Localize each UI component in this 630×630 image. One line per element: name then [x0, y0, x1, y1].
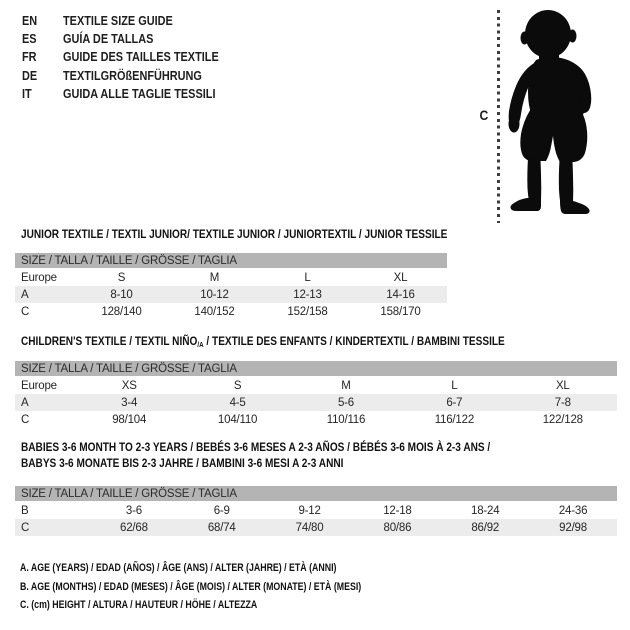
language-code: IT — [22, 86, 32, 102]
cell-value: 6-7 — [400, 394, 508, 411]
cell-value: 104/110 — [217, 413, 258, 426]
baby-silhouette-shape — [509, 10, 592, 214]
cell-value: 62/68 — [90, 519, 178, 536]
cell-value: 68/74 — [178, 519, 266, 536]
children-section-title: CHILDREN'S TEXTILE / TEXTIL $NIÑO_{/A}$ / TEXTILE DES ENFANTS / KINDERTEXTIL / BAMBINI TESSILE — [21, 334, 505, 350]
baby-silhouette-icon — [503, 8, 603, 218]
row-label: C — [21, 413, 30, 426]
language-title: GUIDA ALLE TAGLIE TESSILI — [63, 86, 216, 102]
legend-notes — [20, 559, 447, 615]
cell-value: 14-16 — [354, 286, 447, 303]
cell-value: L — [451, 379, 458, 392]
language-title: GUIDE DES TAILLES TEXTILE — [63, 49, 219, 65]
table-row-age-years — [15, 394, 617, 411]
cell-value: 116/122 — [434, 413, 475, 426]
language-code: EN — [22, 12, 38, 28]
row-label: C — [15, 519, 90, 536]
cell-value: M — [341, 379, 351, 392]
language-code: DE — [22, 67, 38, 83]
cell-value: 140/152 — [194, 305, 235, 318]
table-row-height-cm — [15, 411, 617, 428]
cell-value: XL — [393, 271, 408, 284]
cell-value: L — [304, 271, 311, 284]
cell-value: 122/128 — [542, 413, 583, 426]
cell-value: 8-10 — [75, 286, 168, 303]
cell-value: 9-12 — [298, 504, 321, 517]
height-measure-label: C — [479, 108, 489, 123]
children-size-table — [15, 361, 617, 428]
size-header-label: SIZE / TALLA / TAILLE / GRÖSSE / TAGLIA — [15, 486, 617, 502]
table-row-height-cm — [15, 519, 617, 536]
size-header-row — [15, 253, 447, 269]
language-title: GUÍA DE TALLAS — [63, 31, 154, 47]
cell-value: 4-5 — [183, 394, 291, 411]
cell-value: 12-13 — [261, 286, 354, 303]
row-label: A — [15, 394, 75, 411]
cell-value: 152/158 — [287, 305, 328, 318]
row-label: Europe — [21, 271, 57, 284]
language-title-list — [22, 11, 248, 103]
junior-section-title: JUNIOR TEXTILE / TEXTIL JUNIOR/ TEXTILE JUNIOR / JUNIORTEXTIL / JUNIOR TESSILE — [21, 227, 448, 241]
language-row-it — [22, 85, 248, 103]
cell-value: 92/98 — [529, 519, 617, 536]
note-a: A. AGE (YEARS) / EDAD (AÑOS) / ÂGE (ANS) / ALTER (JAHRE) / ETÀ (ANNI) — [20, 562, 337, 575]
row-label: Europe — [21, 379, 57, 392]
cell-value: 5-6 — [292, 394, 400, 411]
cell-value: S — [233, 379, 242, 392]
cell-value: XS — [121, 379, 137, 392]
table-row-age-months — [15, 502, 617, 520]
cell-value: 128/140 — [101, 305, 142, 318]
note-c: C. (cm) HEIGHT / ALTURA / HAUTEUR / HÖHE / ALTEZZA — [20, 599, 258, 612]
size-header-label: SIZE / TALLA / TAILLE / GRÖSSE / TAGLIA — [15, 253, 447, 269]
table-row-age-years — [15, 286, 447, 303]
cell-value: 158/170 — [380, 305, 421, 318]
cell-value: 3-4 — [75, 394, 183, 411]
height-measure-dotted-line — [497, 10, 500, 223]
language-code: ES — [22, 31, 37, 47]
size-header-label: SIZE / TALLA / TAILLE / GRÖSSE / TAGLIA — [15, 361, 617, 377]
table-row-height-cm — [15, 303, 447, 320]
language-row-fr — [22, 48, 248, 66]
language-title: TEXTILGRÖßENFÜHRUNG — [63, 67, 202, 83]
cell-value: 6-9 — [213, 504, 230, 517]
cell-value: 12-18 — [383, 504, 412, 517]
size-header-row — [15, 486, 617, 502]
language-code: FR — [22, 49, 37, 65]
table-row-europe — [15, 269, 447, 287]
language-row-es — [22, 29, 248, 47]
cell-value: 98/104 — [112, 413, 147, 426]
table-row-europe — [15, 377, 617, 395]
cell-value: 3-6 — [125, 504, 142, 517]
note-b: B. AGE (MONTHS) / EDAD (MESES) / ÂGE (MOIS) / ALTER (MONATE) / ETÀ (MESI) — [20, 580, 362, 593]
cell-value: M — [209, 271, 220, 284]
row-label: B — [21, 504, 29, 517]
cell-value: 10-12 — [168, 286, 261, 303]
size-header-row — [15, 361, 617, 377]
babies-section-title: BABIES 3-6 MONTH TO 2-3 YEARS / BEBÉS 3-6 MESES A 2-3 AÑOS / BÉBÉS 3-6 MOIS À 2-3 ANS / BABYS 3-6 MONATE BIS 2-3 JAHRE / BAMBINI 3-6 MESI A 2-3 ANNI — [21, 440, 491, 470]
row-label: C — [21, 305, 30, 318]
row-label: A — [15, 286, 75, 303]
cell-value: 86/92 — [441, 519, 529, 536]
cell-value: 24-36 — [558, 504, 588, 517]
babies-size-table — [15, 486, 617, 536]
cell-value: XL — [555, 379, 570, 392]
junior-size-table — [15, 253, 447, 320]
language-title: TEXTILE SIZE GUIDE — [63, 12, 173, 28]
cell-value: 18-24 — [471, 504, 500, 517]
language-row-de — [22, 66, 248, 84]
cell-value: S — [117, 271, 126, 284]
cell-value: 110/116 — [326, 413, 366, 426]
cell-value: 7-8 — [509, 394, 617, 411]
cell-value: 74/80 — [266, 519, 354, 536]
language-row-en — [22, 11, 248, 29]
title-subscript: /A — [197, 340, 204, 350]
cell-value: 80/86 — [353, 519, 441, 536]
